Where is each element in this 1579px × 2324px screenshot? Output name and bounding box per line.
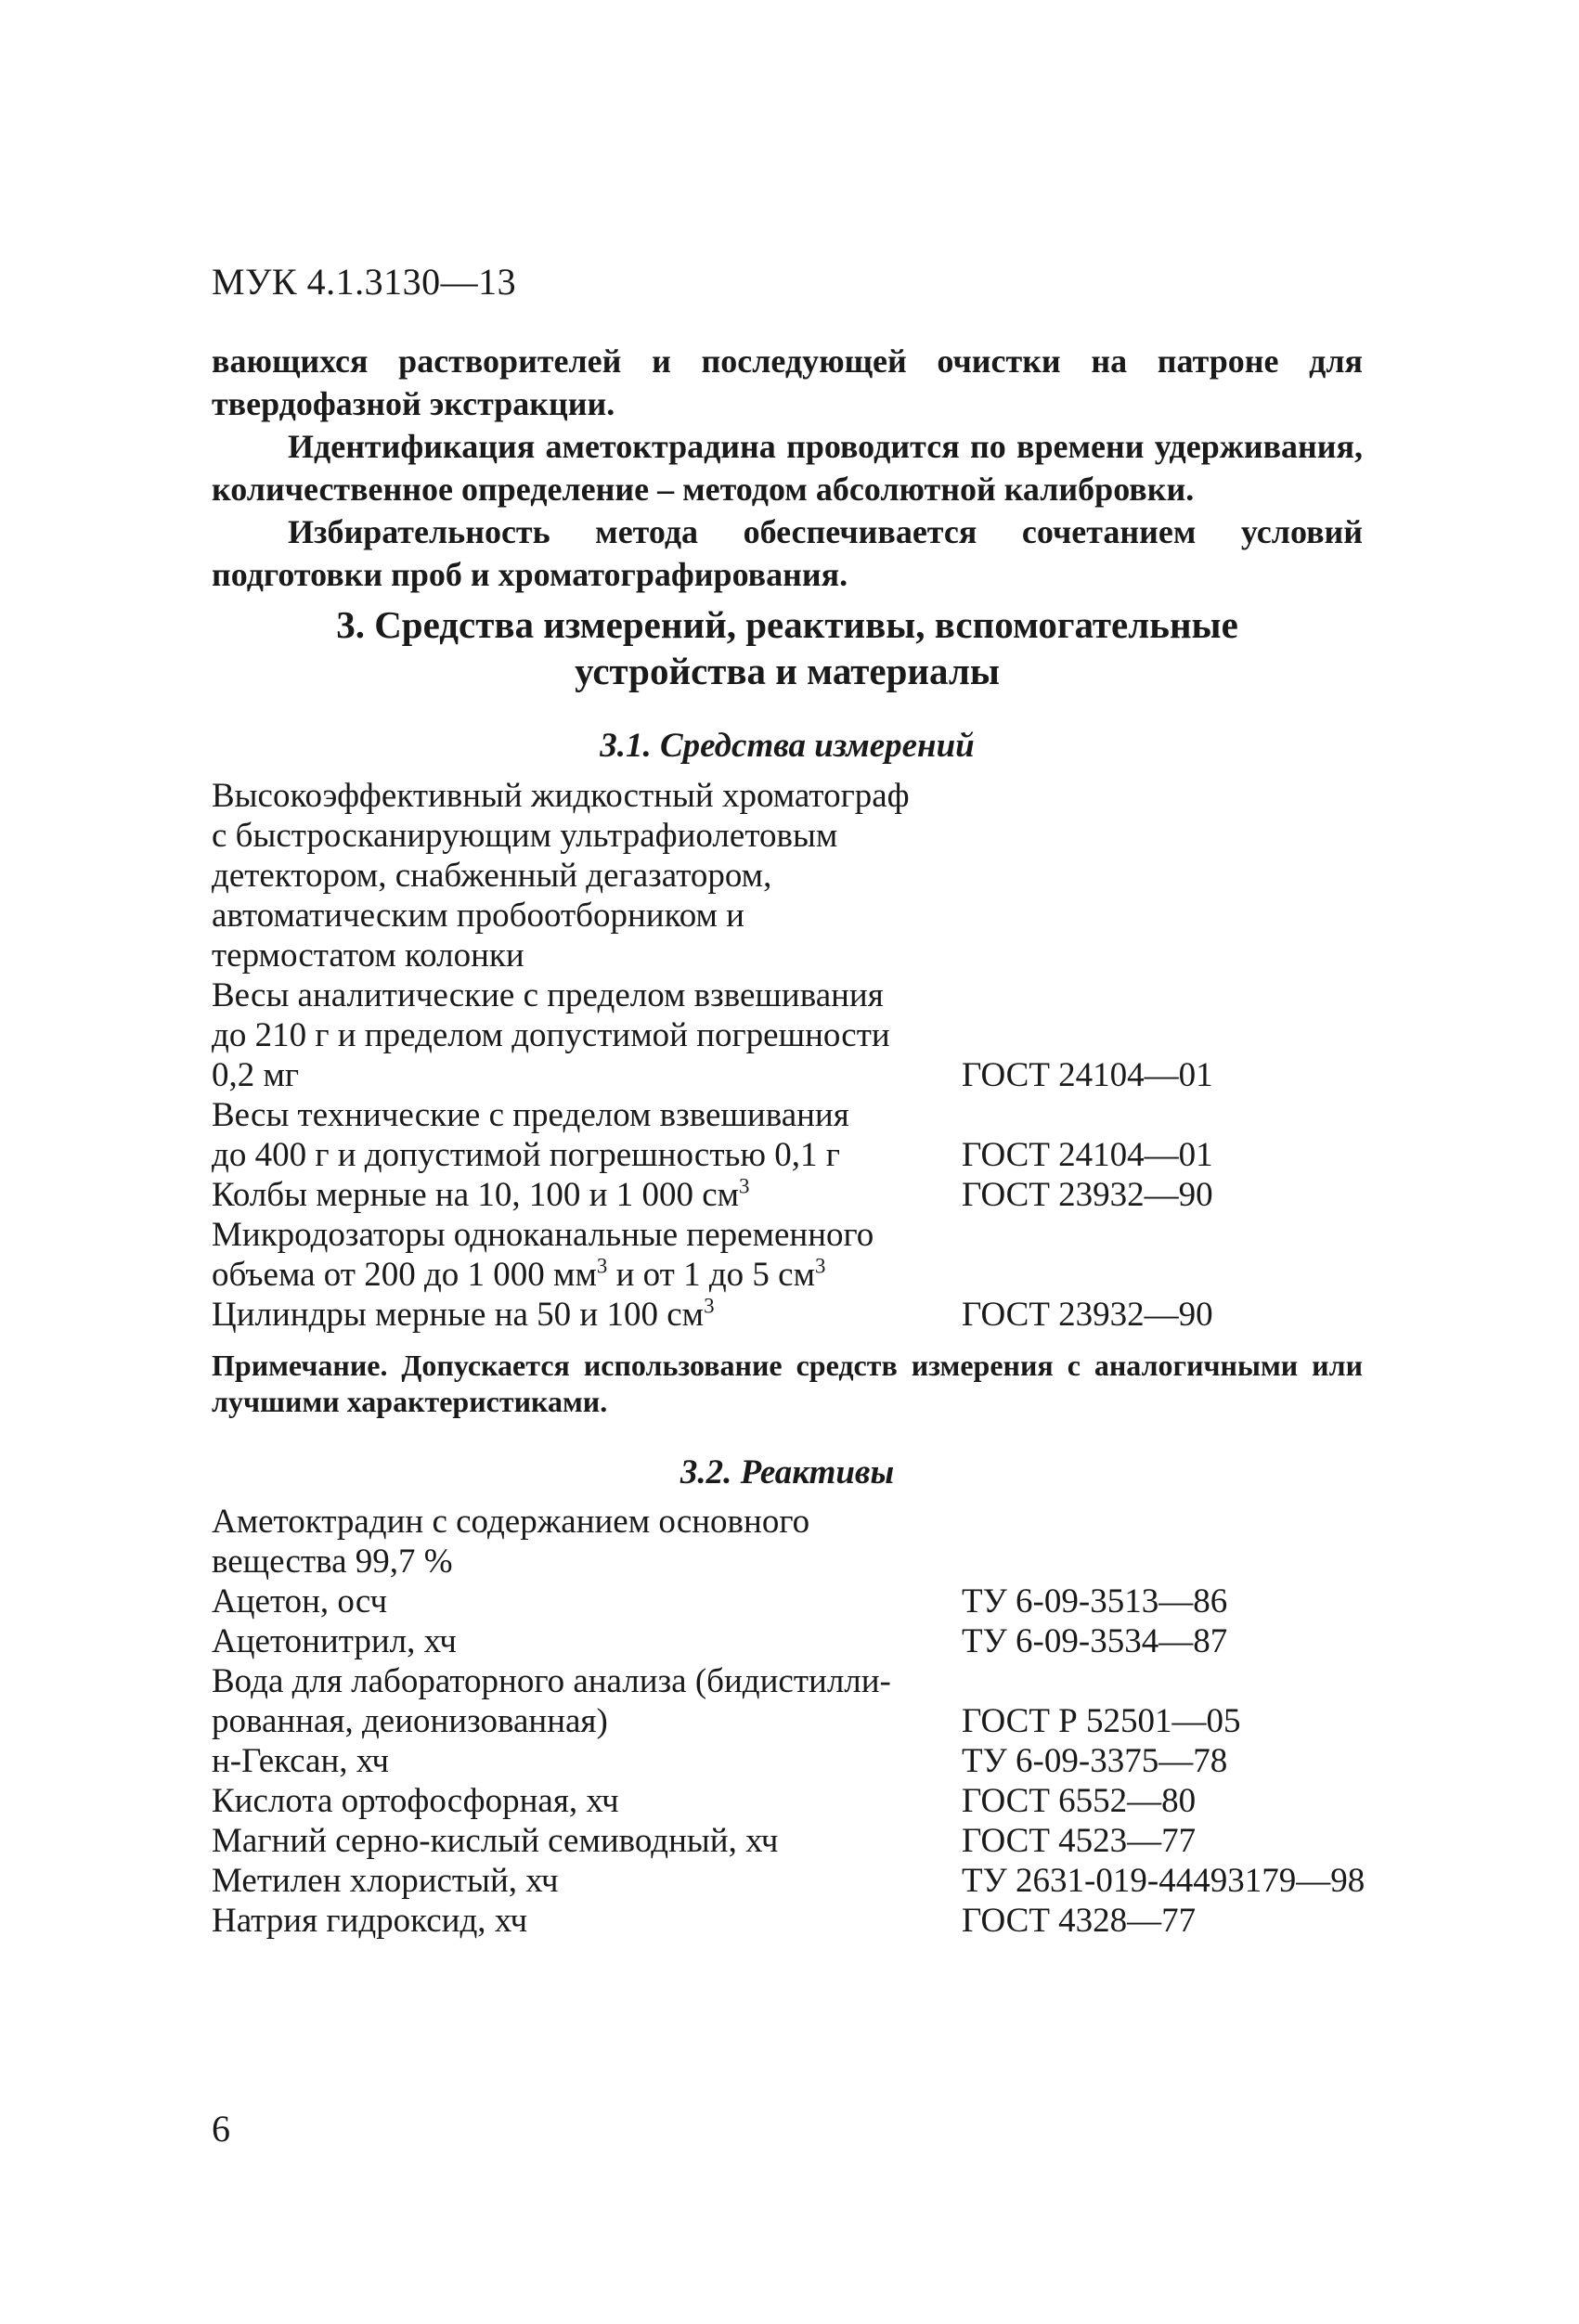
item-name: н-Гексан, хч <box>212 1742 390 1780</box>
item-name: с быстросканирующим ультрафиолетовым <box>212 817 838 855</box>
superscript: 3 <box>596 1254 608 1278</box>
note-label: Примечание. <box>212 1349 388 1382</box>
list-item <box>212 1502 1400 1542</box>
item-name: Вода для лабораторного анализа (бидистилли- <box>212 1662 891 1700</box>
list-item <box>212 1582 1400 1621</box>
item-name: Цилиндры мерные на 50 и 100 $см^3$ <box>212 1294 715 1334</box>
superscript: 3 <box>815 1254 826 1278</box>
item-name: Магний серно-кислый семиводный, хч <box>212 1822 779 1860</box>
item-name: 0,2 мг <box>212 1056 300 1094</box>
subsection-3-1-heading: 3.1. Средства измерений <box>600 727 975 765</box>
intro-text <box>212 340 1363 596</box>
note-paragraph <box>212 1348 1363 1420</box>
item-standard: ГОСТ 4523—77 <box>962 1822 1197 1860</box>
intro-paragraph-2: Идентификация аметоктрадина проводится по времени удерживания, количественное определение – методом абсолютной калибровки. <box>212 428 1363 508</box>
section-3-heading-line-2: устройства и материалы <box>575 650 1000 692</box>
list-item <box>212 1741 1400 1781</box>
list-item <box>212 936 1400 975</box>
item-standard: ТУ 2631-019-44493179—98 <box>962 1862 1365 1900</box>
item-standard: ГОСТ 4328—77 <box>962 1902 1197 1940</box>
item-standard: ГОСТ 24104—01 <box>962 1056 1213 1094</box>
item-name: до 400 г и допустимой погрешностью 0,1 г <box>212 1136 840 1174</box>
page-number: 6 <box>212 2108 230 2150</box>
item-name: объема от 200 до 1 000 $мм^3$ и от 1 до 5 $см^3$ <box>212 1254 826 1294</box>
list-item <box>212 1661 1400 1701</box>
list-item <box>212 1295 1400 1335</box>
item-standard: ГОСТ 6552—80 <box>962 1782 1197 1820</box>
item-standard: ТУ 6-09-3513—86 <box>962 1582 1228 1620</box>
item-name: детектором, снабженный дегазатором, <box>212 857 772 895</box>
item-name: автоматическим пробоотборником и <box>212 897 744 935</box>
list-item <box>212 1215 1400 1255</box>
item-name: Аметоктрадин с содержанием основного <box>212 1503 810 1541</box>
item-name: рованная, деионизованная) <box>212 1702 608 1740</box>
list-item <box>212 1542 1400 1582</box>
list-item <box>212 1175 1400 1215</box>
intro-paragraph-1: вающихся растворителей и последующей очистки на патроне для твердофазной экстракции. <box>212 342 1363 422</box>
list-item <box>212 1135 1400 1175</box>
item-name: термостатом колонки <box>212 936 524 975</box>
item-name: Метилен хлористый, хч <box>212 1862 559 1900</box>
list-item <box>212 1621 1400 1661</box>
item-name: Микродозаторы одноканальные переменного <box>212 1216 874 1254</box>
list-item <box>212 1095 1400 1135</box>
item-name: до 210 г и пределом допустимой погрешности <box>212 1016 890 1054</box>
reagents-list <box>212 1502 1400 1941</box>
note-text: Допускается использование средств измерения с аналогичными или лучшими характеристиками. <box>212 1349 1363 1418</box>
item-name: Кислота ортофосфорная, хч <box>212 1782 619 1820</box>
item-standard: ГОСТ Р 52501—05 <box>962 1702 1241 1740</box>
list-item <box>212 1701 1400 1741</box>
list-item <box>212 896 1400 936</box>
item-name: Ацетонитрил, хч <box>212 1622 457 1660</box>
list-item <box>212 1901 1400 1941</box>
list-item <box>212 1781 1400 1821</box>
item-name: Весы аналитические с пределом взвешивания <box>212 976 884 1014</box>
intro-paragraph-3: Избирательность метода обеспечивается сочетанием условий подготовки проб и хроматографирования. <box>212 513 1363 593</box>
list-item <box>212 776 1400 816</box>
item-name: Весы технические с пределом взвешивания <box>212 1096 849 1134</box>
superscript: 3 <box>739 1174 750 1198</box>
list-item <box>212 1821 1400 1861</box>
document-code: МУК 4.1.3130—13 <box>212 261 517 303</box>
measuring-instruments-list <box>212 776 1400 1335</box>
list-item <box>212 1255 1400 1295</box>
section-3-heading <box>212 601 1363 694</box>
list-item <box>212 1015 1400 1055</box>
list-item <box>212 816 1400 856</box>
item-name: Натрия гидроксид, хч <box>212 1902 528 1940</box>
item-name: вещества 99,7 % <box>212 1543 453 1581</box>
list-item <box>212 1055 1400 1095</box>
item-standard: ТУ 6-09-3534—87 <box>962 1622 1228 1660</box>
item-standard: ГОСТ 24104—01 <box>962 1136 1213 1174</box>
section-3-heading-line-1: 3. Средства измерений, реактивы, вспомогательные <box>336 603 1238 646</box>
item-standard: ГОСТ 23932—90 <box>962 1296 1213 1334</box>
superscript: 3 <box>704 1294 715 1318</box>
list-item <box>212 856 1400 896</box>
subsection-3-2-heading: 3.2. Реактивы <box>679 1453 895 1491</box>
item-name: Высокоэффективный жидкостный хроматограф <box>212 777 910 815</box>
list-item <box>212 1861 1400 1901</box>
list-item <box>212 975 1400 1015</box>
item-name: Колбы мерные на 10, 100 и 1 000 $см^3$ <box>212 1174 750 1214</box>
item-standard: ГОСТ 23932—90 <box>962 1176 1213 1214</box>
item-standard: ТУ 6-09-3375—78 <box>962 1742 1228 1780</box>
item-name: Ацетон, осч <box>212 1582 388 1620</box>
